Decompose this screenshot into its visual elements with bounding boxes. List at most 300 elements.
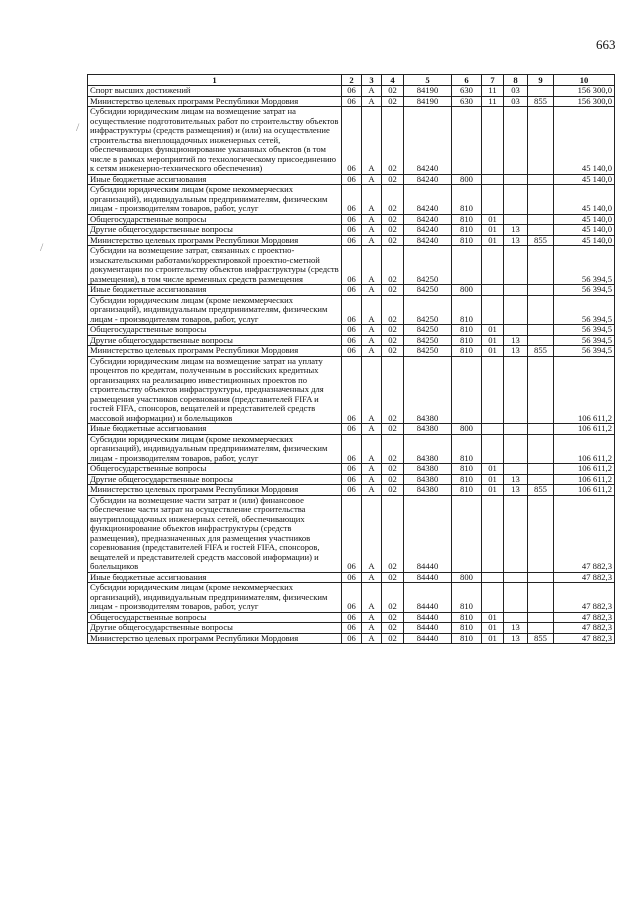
code-cell: 810 [452,225,482,236]
row-name: Министерство целевых программ Республики Мордовия [88,485,342,496]
code-cell: А [362,295,382,325]
code-cell: 06 [342,474,362,485]
code-cell [528,612,554,623]
code-cell: 06 [342,495,362,572]
code-cell: 84240 [404,225,452,236]
table-row [88,495,615,572]
code-cell: 03 [504,86,528,97]
column-header: 8 [504,75,528,86]
code-cell: 06 [342,107,362,175]
code-cell [482,424,504,435]
code-cell: 630 [452,86,482,97]
table-row [88,485,615,496]
code-cell: 02 [382,424,404,435]
row-name: Иные бюджетные ассигнования [88,424,342,435]
code-cell [528,225,554,236]
code-cell: 84380 [404,434,452,464]
code-cell [528,434,554,464]
amount-cell: 45 140,0 [554,225,615,236]
code-cell: А [362,325,382,336]
code-cell: 84440 [404,583,452,613]
code-cell: 810 [452,474,482,485]
row-name: Другие общегосударственные вопросы [88,474,342,485]
row-name: Спорт высших достижений [88,86,342,97]
code-cell: 84440 [404,623,452,634]
code-cell [504,424,528,435]
code-cell [528,583,554,613]
code-cell [504,612,528,623]
code-cell: 630 [452,96,482,107]
code-cell: 02 [382,325,404,336]
code-cell: А [362,214,382,225]
code-cell: 11 [482,96,504,107]
amount-cell: 47 882,3 [554,623,615,634]
code-cell: 810 [452,335,482,346]
code-cell: 06 [342,325,362,336]
code-cell: 810 [452,346,482,357]
amount-cell: 47 882,3 [554,495,615,572]
code-cell: 84250 [404,325,452,336]
code-cell: 02 [382,174,404,185]
amount-cell: 47 882,3 [554,633,615,644]
page-number: 663 [596,37,616,52]
code-cell: 06 [342,246,362,285]
code-cell: А [362,174,382,185]
code-cell: 06 [342,633,362,644]
row-name: Другие общегосударственные вопросы [88,335,342,346]
code-cell: А [362,485,382,496]
code-cell: 810 [452,485,482,496]
code-cell: 13 [504,225,528,236]
code-cell: 84250 [404,346,452,357]
row-name: Общегосударственные вопросы [88,612,342,623]
code-cell: 84250 [404,285,452,296]
code-cell: А [362,572,382,583]
table-row [88,235,615,246]
code-cell: 855 [528,633,554,644]
code-cell: 84380 [404,485,452,496]
row-name: Субсидии юридическим лицам (кроме некоммерческих организаций), индивидуальным предпринимателям, физическим лицам - производителям товаров, работ, услуг [88,583,342,613]
code-cell: 02 [382,485,404,496]
code-cell: А [362,583,382,613]
amount-cell: 45 140,0 [554,214,615,225]
code-cell: 06 [342,583,362,613]
amount-cell: 56 394,5 [554,295,615,325]
amount-cell: 47 882,3 [554,583,615,613]
code-cell [504,107,528,175]
code-cell: 06 [342,346,362,357]
amount-cell: 45 140,0 [554,235,615,246]
table-row [88,107,615,175]
code-cell [528,495,554,572]
table-row [88,623,615,634]
code-cell: 06 [342,185,362,215]
code-cell: 06 [342,464,362,475]
code-cell: 02 [382,107,404,175]
code-cell [528,325,554,336]
code-cell: А [362,434,382,464]
amount-cell: 45 140,0 [554,185,615,215]
table-row [88,572,615,583]
code-cell: 84240 [404,107,452,175]
code-cell: 84240 [404,235,452,246]
code-cell: 02 [382,346,404,357]
code-cell [528,246,554,285]
amount-cell: 56 394,5 [554,325,615,336]
code-cell: 06 [342,485,362,496]
table-row [88,325,615,336]
code-cell: А [362,285,382,296]
code-cell [528,174,554,185]
row-name: Субсидии юридическим лицам на возмещение затрат на осуществление подготовительных работ по строительству объектов инфраструктуры (средств размещения) и (или) на осуществление строительства внеплощадочных инженерных сетей, обеспечивающих функционирование указанных объектов (в том числе в рамках мероприятий по технологическому присоединению к сетям инженерно-технического обеспечения) [88,107,342,175]
code-cell: 06 [342,285,362,296]
code-cell: 02 [382,285,404,296]
row-name: Министерство целевых программ Республики Мордовия [88,633,342,644]
code-cell: 06 [342,434,362,464]
column-header: 2 [342,75,362,86]
table-row [88,295,615,325]
table-row [88,612,615,623]
code-cell [528,464,554,475]
code-cell: А [362,495,382,572]
row-name: Иные бюджетные ассигнования [88,174,342,185]
amount-cell: 47 882,3 [554,572,615,583]
code-cell: А [362,623,382,634]
code-cell: 06 [342,424,362,435]
row-name: Общегосударственные вопросы [88,214,342,225]
code-cell: 84240 [404,185,452,215]
code-cell [482,356,504,424]
code-cell: 02 [382,295,404,325]
budget-table [87,74,615,644]
code-cell: 02 [382,434,404,464]
code-cell [504,295,528,325]
code-cell: 84190 [404,86,452,97]
table-row [88,86,615,97]
table-row [88,335,615,346]
code-cell: 810 [452,214,482,225]
code-cell: 06 [342,174,362,185]
code-cell: А [362,96,382,107]
code-cell: 02 [382,464,404,475]
code-cell: 06 [342,96,362,107]
code-cell: 06 [342,335,362,346]
table-row [88,285,615,296]
code-cell: 06 [342,214,362,225]
code-cell [528,185,554,215]
table-row [88,185,615,215]
row-name: Иные бюджетные ассигнования [88,572,342,583]
code-cell: 810 [452,325,482,336]
code-cell: 84380 [404,464,452,475]
column-number-header-row [88,75,615,86]
amount-cell: 106 611,2 [554,434,615,464]
code-cell [504,185,528,215]
code-cell: 02 [382,623,404,634]
table-row [88,424,615,435]
code-cell [452,495,482,572]
code-cell: 84380 [404,474,452,485]
row-name: Иные бюджетные ассигнования [88,285,342,296]
code-cell: 02 [382,214,404,225]
amount-cell: 47 882,3 [554,612,615,623]
code-cell: А [362,225,382,236]
amount-cell: 45 140,0 [554,174,615,185]
table-row [88,464,615,475]
code-cell: 13 [504,474,528,485]
code-cell: 84250 [404,246,452,285]
code-cell: 06 [342,295,362,325]
code-cell [528,214,554,225]
code-cell: А [362,633,382,644]
code-cell: А [362,464,382,475]
code-cell: 02 [382,86,404,97]
code-cell: 06 [342,623,362,634]
code-cell: 800 [452,285,482,296]
code-cell: А [362,107,382,175]
amount-cell: 56 394,5 [554,335,615,346]
code-cell: 01 [482,335,504,346]
code-cell: 84440 [404,572,452,583]
code-cell: 855 [528,346,554,357]
table-row [88,346,615,357]
margin-mark: / [40,240,44,254]
code-cell: 810 [452,583,482,613]
amount-cell: 56 394,5 [554,346,615,357]
code-cell: А [362,246,382,285]
code-cell [528,86,554,97]
code-cell: 84250 [404,295,452,325]
code-cell: 02 [382,225,404,236]
code-cell [504,583,528,613]
code-cell: 01 [482,325,504,336]
code-cell: 800 [452,424,482,435]
code-cell [482,583,504,613]
row-name: Общегосударственные вопросы [88,464,342,475]
column-header: 3 [362,75,382,86]
amount-cell: 156 300,0 [554,86,615,97]
code-cell [504,325,528,336]
column-header: 4 [382,75,404,86]
code-cell: 810 [452,235,482,246]
code-cell [482,246,504,285]
code-cell [504,464,528,475]
code-cell: А [362,346,382,357]
column-header: 10 [554,75,615,86]
code-cell: 06 [342,86,362,97]
code-cell [482,174,504,185]
amount-cell: 106 611,2 [554,485,615,496]
code-cell: 02 [382,246,404,285]
code-cell: 84240 [404,174,452,185]
table-row [88,214,615,225]
code-cell: 13 [504,485,528,496]
code-cell: 01 [482,612,504,623]
code-cell: 03 [504,96,528,107]
code-cell: 01 [482,474,504,485]
code-cell: 06 [342,572,362,583]
code-cell [528,285,554,296]
code-cell: 84240 [404,214,452,225]
code-cell: А [362,86,382,97]
code-cell: 84440 [404,612,452,623]
code-cell [452,246,482,285]
code-cell [528,335,554,346]
table-row [88,434,615,464]
code-cell [528,623,554,634]
code-cell: 02 [382,96,404,107]
row-name: Субсидии на возмещение затрат, связанных с проектно-изыскательскими работами/корректировкой проектно-сметной документации по строительству объектов инфраструктуры (средств размещения), в том числе временных средств размещения [88,246,342,285]
code-cell: 06 [342,225,362,236]
code-cell: 810 [452,464,482,475]
amount-cell: 106 611,2 [554,424,615,435]
code-cell [504,285,528,296]
row-name: Субсидии юридическим лицам (кроме некоммерческих организаций), индивидуальным предпринимателям, физическим лицам - производителям товаров, работ, услуг [88,295,342,325]
code-cell: 810 [452,434,482,464]
code-cell [482,107,504,175]
code-cell [504,434,528,464]
table-row [88,246,615,285]
code-cell: А [362,356,382,424]
code-cell: А [362,424,382,435]
code-cell: 06 [342,235,362,246]
row-name: Другие общегосударственные вопросы [88,623,342,634]
table-row [88,225,615,236]
code-cell: 02 [382,185,404,215]
code-cell: 01 [482,485,504,496]
code-cell [482,185,504,215]
table-body [88,86,615,644]
code-cell: 84380 [404,424,452,435]
code-cell: 02 [382,612,404,623]
margin-mark: / [76,120,80,134]
code-cell: А [362,185,382,215]
table-row [88,96,615,107]
code-cell: 13 [504,623,528,634]
code-cell: А [362,474,382,485]
code-cell: А [362,235,382,246]
row-name: Другие общегосударственные вопросы [88,225,342,236]
column-header: 9 [528,75,554,86]
code-cell: 810 [452,185,482,215]
row-name: Общегосударственные вопросы [88,325,342,336]
code-cell [528,572,554,583]
code-cell [482,285,504,296]
column-header: 6 [452,75,482,86]
code-cell: 11 [482,86,504,97]
code-cell: 02 [382,335,404,346]
code-cell: 02 [382,633,404,644]
code-cell [452,356,482,424]
table-row [88,474,615,485]
code-cell: 855 [528,235,554,246]
code-cell: 84250 [404,335,452,346]
code-cell [528,295,554,325]
code-cell [528,424,554,435]
code-cell [482,572,504,583]
code-cell: 06 [342,356,362,424]
code-cell: 810 [452,612,482,623]
code-cell [504,174,528,185]
column-header: 1 [88,75,342,86]
code-cell: 01 [482,225,504,236]
code-cell: А [362,335,382,346]
table-row [88,174,615,185]
code-cell: 84440 [404,495,452,572]
code-cell [504,246,528,285]
amount-cell: 56 394,5 [554,246,615,285]
code-cell: 13 [504,346,528,357]
code-cell: 84440 [404,633,452,644]
code-cell [482,434,504,464]
code-cell [504,495,528,572]
code-cell: 02 [382,583,404,613]
code-cell: 02 [382,495,404,572]
row-name: Министерство целевых программ Республики Мордовия [88,96,342,107]
amount-cell: 106 611,2 [554,356,615,424]
code-cell: 855 [528,96,554,107]
code-cell [482,295,504,325]
row-name: Министерство целевых программ Республики Мордовия [88,346,342,357]
code-cell: 01 [482,623,504,634]
code-cell [504,214,528,225]
row-name: Субсидии юридическим лицам (кроме некоммерческих организаций), индивидуальным предпринимателям, физическим лицам - производителям товаров, работ, услуг [88,185,342,215]
code-cell: 06 [342,612,362,623]
row-name: Субсидии на возмещение части затрат и (или) финансовое обеспечение части затрат на осуществление строительства внутриплощадочных инженерных сетей, обеспечивающих функционирование объектов инфраструктуры (средств размещения), предназначенных для размещения участников соревнования (представителей FIFA и гостей FIFA, спонсоров, вещателей и представителей средств массовой информации) и болельщиков [88,495,342,572]
row-name: Субсидии юридическим лицам (кроме некоммерческих организаций), индивидуальным предпринимателям, физическим лицам - производителям товаров, работ, услуг [88,434,342,464]
code-cell [528,474,554,485]
code-cell: 800 [452,174,482,185]
code-cell: А [362,612,382,623]
code-cell [504,356,528,424]
code-cell [452,107,482,175]
table-row [88,633,615,644]
amount-cell: 156 300,0 [554,96,615,107]
code-cell [528,356,554,424]
code-cell: 01 [482,464,504,475]
code-cell: 02 [382,235,404,246]
code-cell: 810 [452,295,482,325]
amount-cell: 45 140,0 [554,107,615,175]
code-cell [504,572,528,583]
row-name: Субсидии юридическим лицам на возмещение затрат на уплату процентов по кредитам, полученным в российских кредитных организациях на реализацию инвестиционных проектов по строительству объектов инфраструктуры, предназначенных для размещения участников соревнования (представителей FIFA и гостей FIFA, спонсоров, вещателей и представителей средств массовой информации) и болельщиков [88,356,342,424]
code-cell: 13 [504,335,528,346]
amount-cell: 106 611,2 [554,464,615,475]
code-cell: 13 [504,633,528,644]
code-cell: 84380 [404,356,452,424]
code-cell: 800 [452,572,482,583]
row-name: Министерство целевых программ Республики Мордовия [88,235,342,246]
column-header: 7 [482,75,504,86]
code-cell: 02 [382,474,404,485]
column-header: 5 [404,75,452,86]
code-cell: 13 [504,235,528,246]
table-row [88,583,615,613]
code-cell: 01 [482,214,504,225]
code-cell: 02 [382,572,404,583]
code-cell: 810 [452,633,482,644]
code-cell: 810 [452,623,482,634]
table-row [88,356,615,424]
code-cell: 84190 [404,96,452,107]
code-cell: 02 [382,356,404,424]
amount-cell: 56 394,5 [554,285,615,296]
code-cell: 01 [482,235,504,246]
code-cell: 855 [528,485,554,496]
code-cell: 01 [482,346,504,357]
amount-cell: 106 611,2 [554,474,615,485]
code-cell [528,107,554,175]
